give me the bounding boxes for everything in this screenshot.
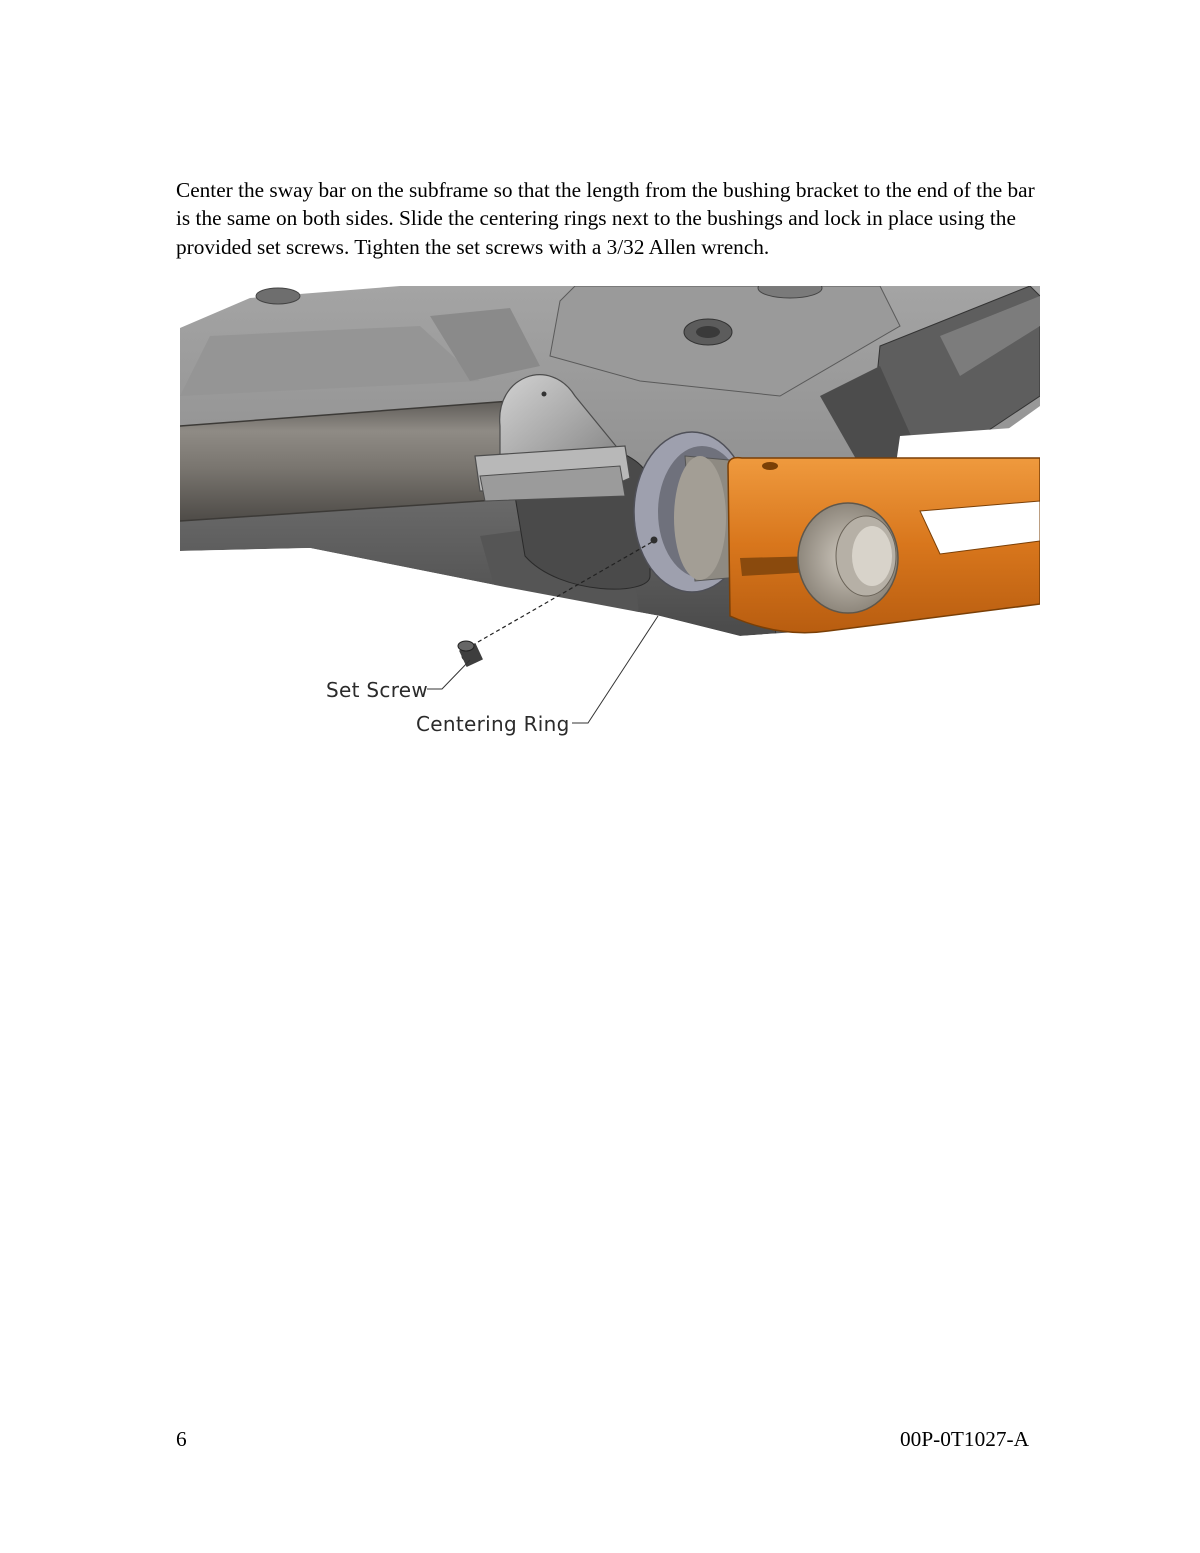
- bolt-hole-left: [256, 288, 300, 304]
- assembly-illustration: [180, 286, 1040, 746]
- centering-ring-label: Centering Ring: [416, 712, 570, 736]
- set-screw-label: Set Screw: [326, 678, 429, 702]
- set-screw-hole: [651, 537, 658, 544]
- page-number: 6: [176, 1427, 187, 1451]
- instruction-paragraph: Center the sway bar on the subframe so that the length from the bushing bracket to the end of the bar is the same on both sides. Slide the centering rings next to the bushings and lock in place using the provided set screws. Tighten the set screws with a 3/32 Allen wrench.: [176, 178, 1035, 259]
- document-code: 00P-0T1027-A: [900, 1427, 1029, 1451]
- illustration-canvas: [180, 286, 1040, 746]
